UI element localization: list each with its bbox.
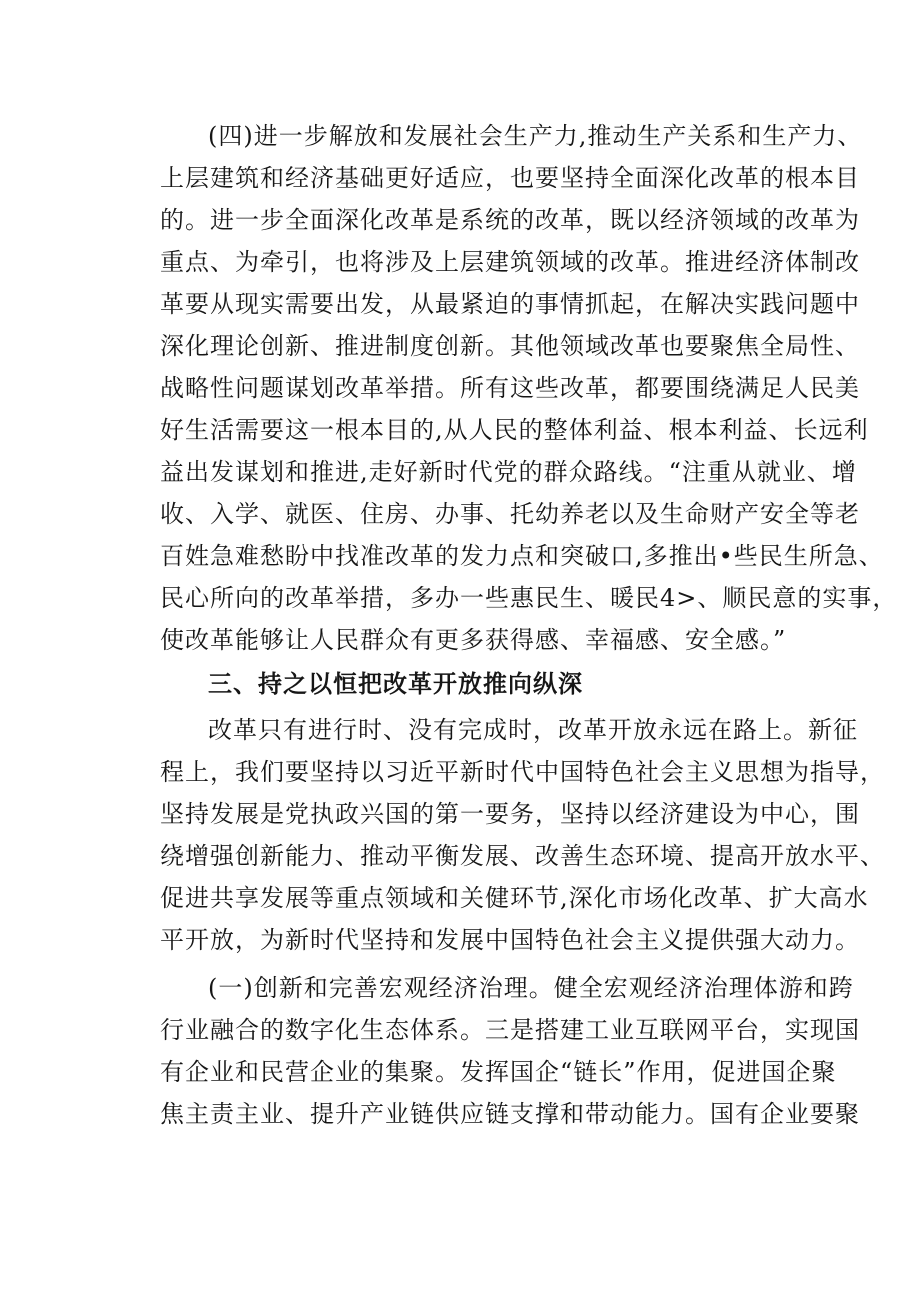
paragraph-line: 有企业和民营企业的集聚。发挥国企“链长”作用，促进国企聚 bbox=[160, 1058, 837, 1086]
paragraph-line: 使改革能够让人民群众有更多获得感、幸福感、安全感。” bbox=[160, 626, 787, 654]
paragraph-line: 深化理论创新、推进制度创新。其他领域改革也要聚焦全局性、 bbox=[160, 332, 860, 360]
paragraph-line: 战略性问题谋划改革举措。所有这些改革，都要围绕满足人民美 bbox=[160, 374, 860, 402]
paragraph-line: (四)进一步解放和发展社会生产力,推动生产关系和生产力、 bbox=[208, 122, 863, 150]
paragraph-line: 改革只有进行时、没有完成时，改革开放永远在路上。新征 bbox=[208, 716, 858, 744]
paragraph-line: 促进共享发展等重点领域和关健环节,深化市场化改革、扩大高水 bbox=[160, 884, 869, 912]
section-heading: 三、持之以恒把改革开放推向纵深 bbox=[208, 670, 583, 698]
paragraph-line: 益出发谋划和推进,走好新时代党的群众路线。“注重从就业、增 bbox=[160, 458, 857, 486]
paragraph-line: 程上，我们要坚持以习近平新时代中国特色社会主义思想为指导， bbox=[160, 758, 885, 786]
paragraph-line: 革要从现实需要出发，从最紧迫的事情抓起，在解决实践问题中 bbox=[160, 290, 860, 318]
paragraph-line: 民心所向的改革举措，多办一些惠民生、暖民4>、顺民意的实事， bbox=[160, 584, 898, 612]
paragraph-line: 坚持发展是党执政兴国的第一要务，坚持以经济建设为中心，围 bbox=[160, 800, 860, 828]
paragraph-line: 焦主责主业、提升产业链供应链支撑和带动能力。国有企业要聚 bbox=[160, 1100, 860, 1128]
paragraph-line: 的。进一步全面深化改革是系统的改革，既以经济领域的改革为 bbox=[160, 206, 860, 234]
paragraph-line: 绕增强创新能力、推动平衡发展、改善生态环境、提高开放水平、 bbox=[160, 842, 885, 870]
paragraph-line: 百姓急难愁盼中找准改革的发力点和突破口,多推出•些民生所急、 bbox=[160, 542, 884, 570]
paragraph-line: (一)创新和完善宏观经济治理。健全宏观经济治理体游和跨 bbox=[208, 974, 854, 1002]
paragraph-line: 平开放，为新时代坚持和发展中国特色社会主义提供强大动力。 bbox=[160, 926, 860, 954]
paragraph-line: 上层建筑和经济基础更好适应，也要坚持全面深化改革的根本目 bbox=[160, 164, 860, 192]
paragraph-line: 重点、为牵引，也将涉及上层建筑领域的改革。推进经济体制改 bbox=[160, 248, 860, 276]
paragraph-line: 好生活需要这一根本目的,从人民的整体利益、根本利益、长远利 bbox=[160, 416, 869, 444]
paragraph-line: 收、入学、就医、住房、办事、托幼养老以及生命财产安全等老 bbox=[160, 500, 860, 528]
paragraph-line: 行业融合的数字化生态体系。三是搭建工业互联网平台，实现国 bbox=[160, 1016, 860, 1044]
